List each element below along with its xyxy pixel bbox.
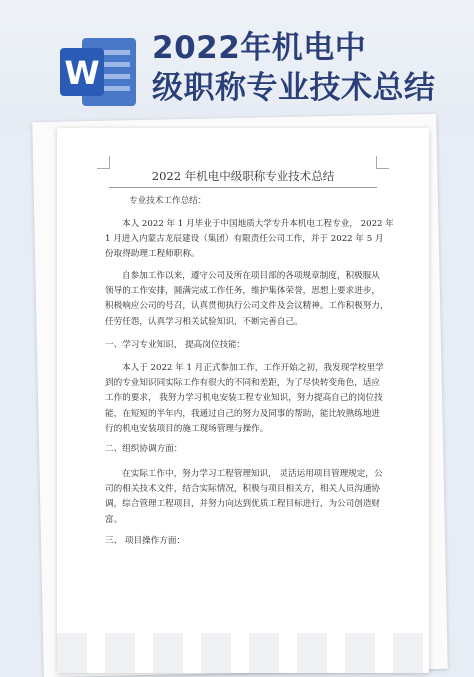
text-line: 一、学习专业知识， 提高岗位技能： (105, 340, 246, 350)
section-heading-1 (105, 338, 245, 353)
text-line: 调，综合管理工程项目，并努力向达到优质工程目标进行，为公司创造财 (105, 499, 381, 510)
section-heading-3 (105, 534, 185, 549)
text-line: 三、 项目操作方面： (105, 536, 186, 546)
text-line: 能，在短短的半年内，我通过自己的努力及同事的帮助，能比较熟练地进 (105, 408, 381, 419)
banner-title-line1: 2022年机电中 (152, 30, 367, 66)
text-line: 任劳任怨，认真学习相关试验知识，不断完善自己。 (105, 316, 303, 327)
text-line: 行的机电安装项目的施工现场管理与操作。 (105, 423, 269, 434)
header-banner (0, 0, 474, 130)
title-divider (109, 187, 377, 188)
text-line: 二、组织协调方面： (105, 444, 183, 454)
paragraph-intro (105, 217, 395, 263)
text-line: 自参加工作以来，遵守公司及所在项目部的各项规章制度，积极服从 (122, 271, 380, 281)
text-line: 领导的工作安排，圆满完成工作任务，维护集体荣誉，思想上要求进步， (105, 286, 381, 297)
document-page (57, 128, 429, 673)
text-line: 积极响应公司的号召，认真贯彻执行公司文件及会议精神。工作积极努力， (105, 301, 389, 312)
text-line: 1 月进入内蒙古龙辰建设（集团）有限责任公司工作，并于 2022 年 5 月 (105, 234, 384, 245)
word-document-icon (58, 36, 138, 108)
banner-title (152, 28, 470, 108)
text-line: 司的相关技术文件，结合实际情况，积极与项目相关方，相关人员沟通协 (105, 484, 381, 495)
text-line: 本人 2022 年 1 月毕业于中国地质大学专升本机电工程专业， 2022 年 (122, 219, 394, 229)
text-line: 工作的要求， 我努力学习机电安装工程专业知识，努力提高自己的岗位技 (105, 393, 383, 404)
document-title: 2022 年机电中级职称专业技术总结 (151, 169, 335, 183)
word-icon-letter: W (64, 54, 100, 92)
text-line: 本人于 2022 年 1 月正式参加工作，工作开始之初，我发现学校里学 (122, 363, 384, 373)
text-line: 专业技术工作总结： (129, 196, 207, 206)
paragraph-coordination (105, 467, 395, 528)
section-heading-2 (105, 442, 182, 457)
text-line: 份取得助理工程师职称。 (105, 249, 200, 260)
paragraph-learning (105, 361, 395, 437)
banner-title-line2: 级职称专业技术总结 (152, 70, 436, 106)
text-line: 在实际工作中，努力学习工程管理知识， 灵活运用项目管理规定，公 (122, 469, 383, 479)
text-line: 到的专业知识同实际工作有很大的不同和差距，为了尽快转变角色，适应 (105, 378, 381, 389)
watermark-strip (57, 633, 429, 673)
paragraph-work-attitude (105, 269, 395, 330)
text-line: 富。 (105, 514, 123, 525)
paragraph-heading-summary (129, 194, 206, 209)
